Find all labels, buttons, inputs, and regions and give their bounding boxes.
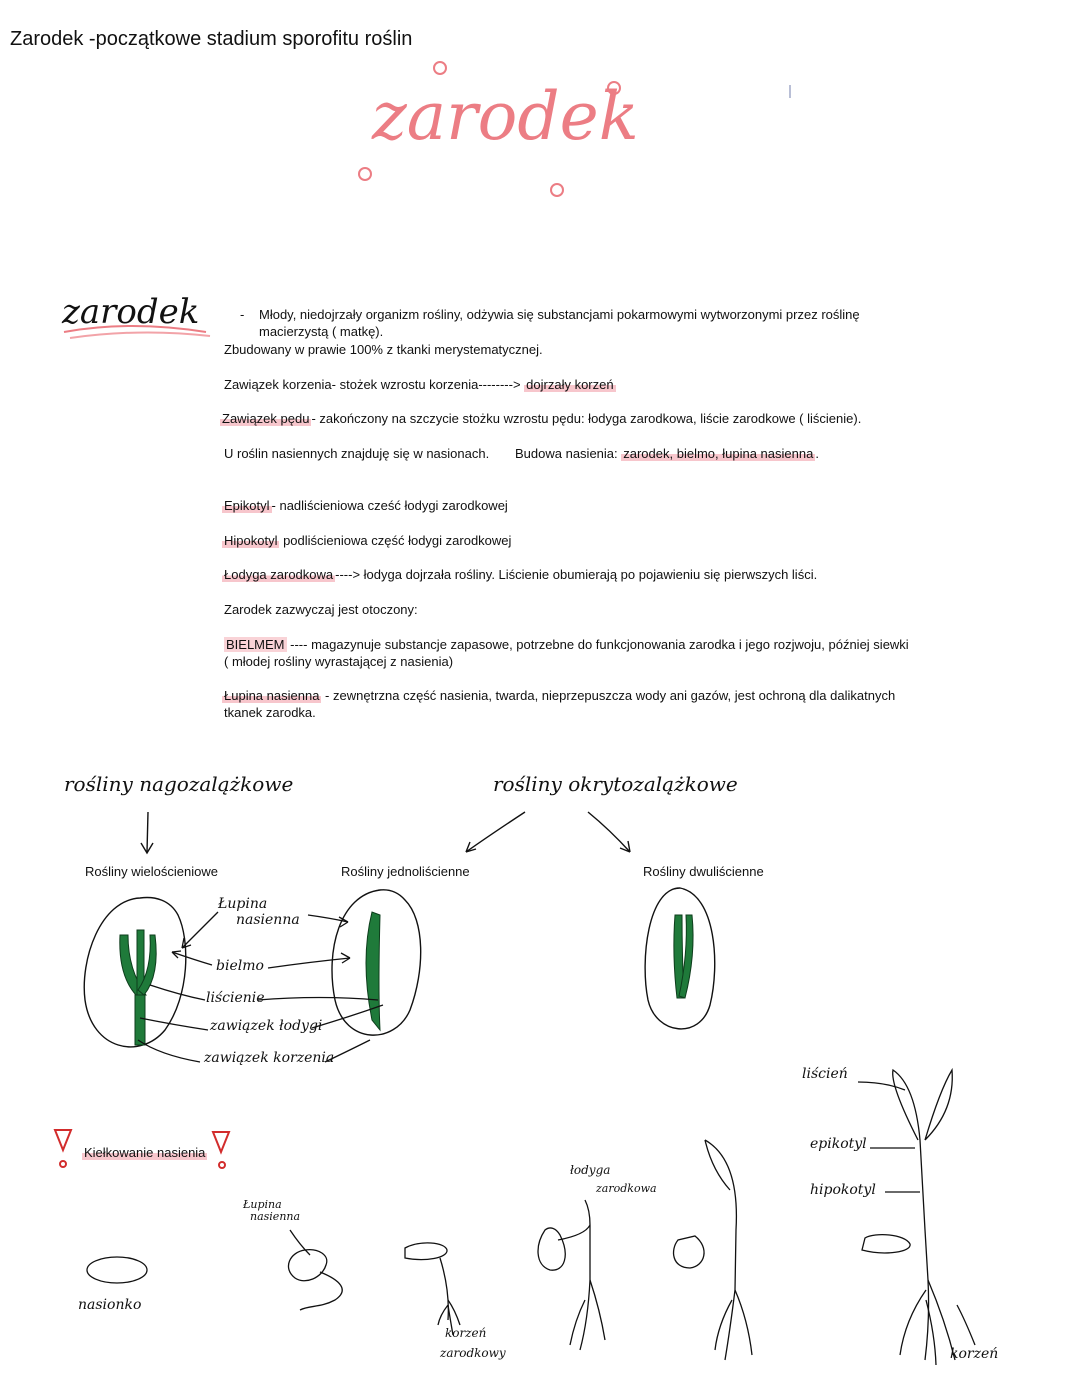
notes-lupina: Łupina nasienna - zewnętrzna część nasienia, twarda, nieprzepuszcza wody ani gazów, jest ochroną dla dalikatnych tkanek zarodka. <box>224 688 896 720</box>
label-lupina-1: Łupina <box>218 896 268 912</box>
stage-sprout-3 <box>538 1228 565 1270</box>
sub-dicot: Rośliny dwuliścienne <box>643 864 764 879</box>
label-nasionko: nasionko <box>78 1297 142 1313</box>
header-word-art: zarodek <box>372 78 639 155</box>
germination-heading: Kiełkowanie nasienia <box>84 1145 206 1160</box>
stage-sprout-4 <box>674 1236 705 1268</box>
sub-multicotyl: Rośliny wielościeniowe <box>85 864 218 879</box>
label-husk-1: Łupina <box>243 1198 282 1211</box>
notes-shoot: Zawiązek pędu - zakończony na szczycie stożku wzrostu pędu: łodyga zarodkowa, liście zarodkowe ( liścienie). <box>222 411 862 426</box>
label-husk-2: nasienna <box>250 1210 301 1223</box>
label-epikotyl: epikotyl <box>810 1136 867 1152</box>
page-title: Zarodek -początkowe stadium sporofitu roślin <box>10 28 413 50</box>
notes-bullet: Młody, niedojrzały organizm rośliny, odżywia się substancjami pokarmowymi wytworzonymi przez roślinę macierzystą ( matkę). <box>259 307 860 339</box>
label-stem-1: łodyga <box>570 1163 611 1177</box>
bullet-dash: - <box>240 307 245 322</box>
label-lisc: liścień <box>802 1066 848 1082</box>
notes-epikotyl: Epikotyl - nadliścieniowa cześć łodygi zarodkowej <box>224 498 508 513</box>
stage-sprout-1 <box>288 1250 326 1281</box>
notes-hipokotyl: Hipokotyl podliścieniowa część łodygi zarodkowej <box>224 533 512 548</box>
notes-meristem: Zbudowany w prawie 100% z tkanki merystematycznej. <box>224 342 543 357</box>
notes-root: Zawiązek korzenia- stożek wzrostu korzenia--------> dojrzały korzeń <box>224 377 614 392</box>
notes-bielmo: BIELMEM ---- magazynuje substancje zapasowe, potrzebne do funkcjonowania zarodka i jego rozjwoju, później siewki ( młodej rośliny wyrastającej z nasienia) <box>224 637 909 669</box>
group-gymnosperms: rośliny nagozalążkowe <box>64 772 294 796</box>
stage-plant <box>862 1235 910 1253</box>
notes-surrounded: Zarodek zazwyczaj jest otoczony: <box>224 602 418 617</box>
label-lupina-2: nasienna <box>236 912 300 928</box>
sub-monocot: Rośliny jednoliścienne <box>341 864 470 879</box>
notes-seed-where: U roślin nasiennych znajduję się w nasionach. <box>224 446 490 461</box>
label-zawiazek-lodygi: zawiązek łodygi <box>210 1018 323 1034</box>
notes-seed-build: Budowa nasienia: zarodek, bielmo, łupina nasienna . <box>515 446 819 461</box>
label-root-2: zarodkowy <box>440 1346 506 1360</box>
label-stem-2: zarodkowa <box>596 1182 657 1195</box>
label-korzen: korzeń <box>950 1346 999 1362</box>
label-liscienie: liścienie <box>206 990 265 1006</box>
label-root-1: korzeń <box>445 1326 487 1340</box>
label-zawiazek-korzenia: zawiązek korzenia <box>204 1050 335 1066</box>
label-hipokotyl: hipokotyl <box>810 1182 876 1198</box>
side-word: zarodek <box>62 292 200 332</box>
notes-stem: Łodyga zarodkowa ----> łodyga dojrzała rośliny. Liścienie obumierają po pojawieniu się pierwszych liści. <box>224 567 818 582</box>
group-angiosperms: rośliny okrytozalążkowe <box>493 772 738 796</box>
label-bielmo: bielmo <box>216 958 264 974</box>
stage-sprout-2 <box>405 1243 447 1260</box>
seed-shape <box>87 1257 147 1283</box>
